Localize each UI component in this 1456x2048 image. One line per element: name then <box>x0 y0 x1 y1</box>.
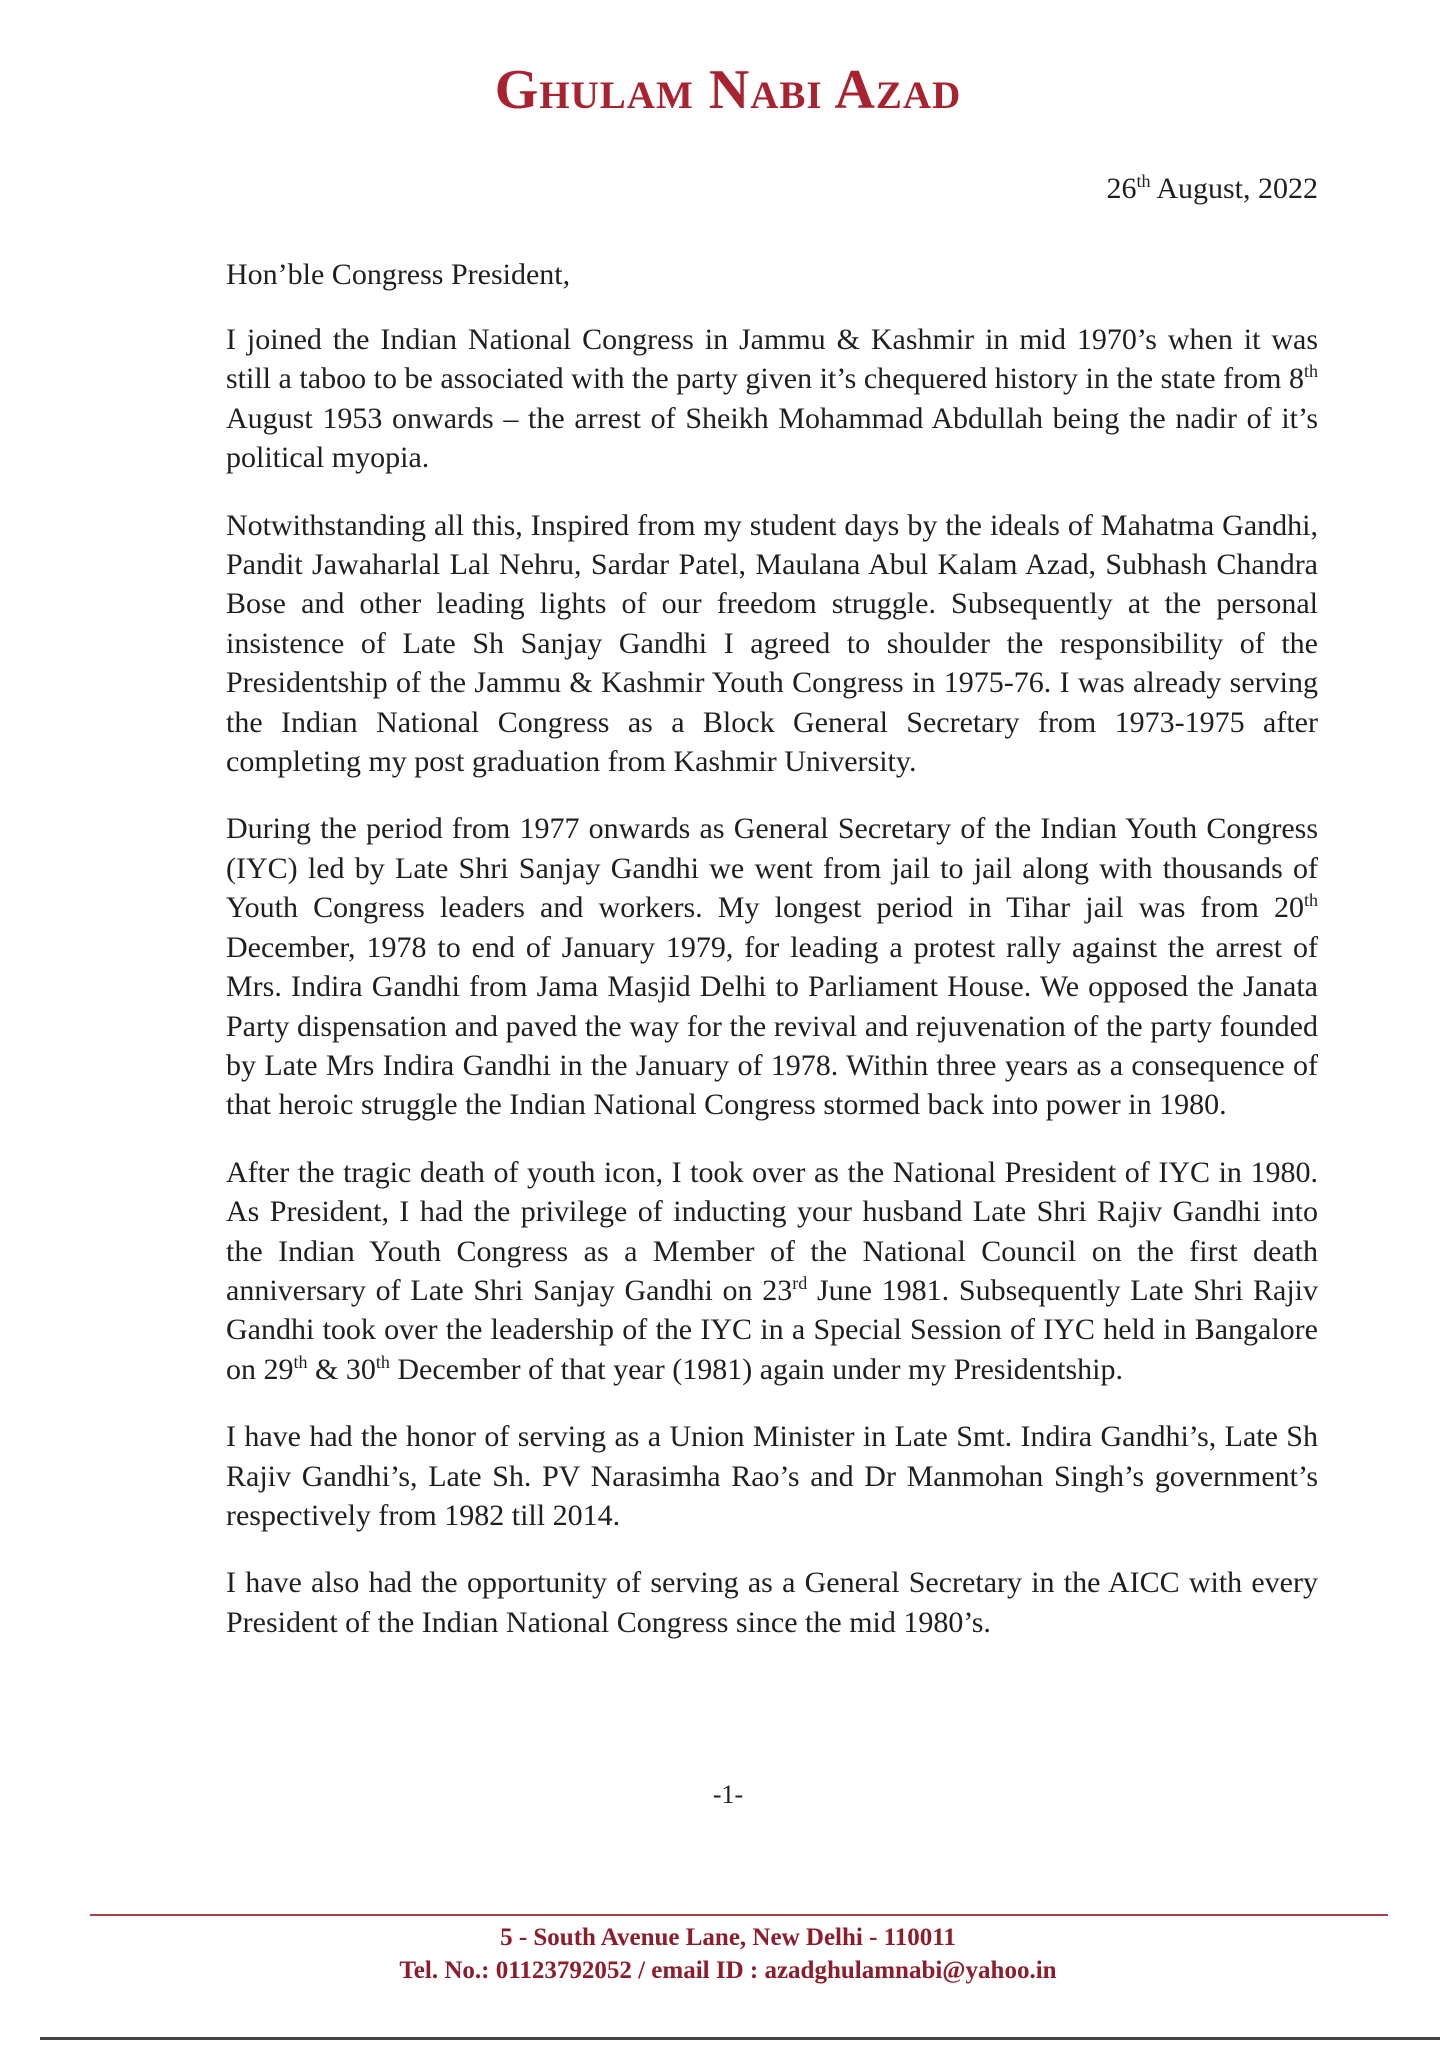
paragraph-3-text-b: December, 1978 to end of January 1979, for leading a protest rally against the arrest of Mrs. Indira Gandhi from Jama Masjid Delhi to Parliament House. We opposed the Janata Party dispensation and paved the way for the revival and rejuvenation of the party founded by Late Mrs Indira Gandhi in the January of 1978. Within three years as a consequence of that heroic struggle the Indian National Congress stormed back into power in 1980. <box>226 930 1318 1122</box>
page-bottom-edge <box>40 2037 1440 2040</box>
page-number: -1- <box>712 1780 744 1809</box>
paragraph-1 <box>226 320 1318 478</box>
footer-contact: Tel. No.: 01123792052 / email ID : azadghulamnabi@yahoo.in <box>399 1957 1057 1984</box>
letter-body <box>226 258 1318 1670</box>
paragraph-4-text-c: & 30 <box>307 1352 376 1386</box>
letter-date <box>1106 172 1318 206</box>
paragraph-4-text-b: June 1981. Subsequently Late Shri Rajiv Gandhi took over the leadership of the IYC in a Special Session of IYC held in Bangalore on 29 <box>226 1273 1318 1386</box>
footer-address: 5 - South Avenue Lane, New Delhi - 110011 <box>500 1924 956 1951</box>
paragraph-5: I have had the honor of serving as a Union Minister in Late Smt. Indira Gandhi’s, Late Sh Rajiv Gandhi’s, Late Sh. PV Narasimha Rao’s and Dr Manmohan Singh’s government’s respectively from 1982 till 2014. <box>226 1420 1318 1532</box>
ordinal-suffix: th <box>375 1351 390 1372</box>
salutation: Hon’ble Congress President, <box>226 258 571 291</box>
footer-divider <box>90 1914 1388 1916</box>
ordinal-suffix: th <box>1303 361 1318 382</box>
ordinal-suffix: rd <box>792 1272 808 1293</box>
paragraph-4-text-a: After the tragic death of youth icon, I took over as the National President of IYC in 1980. As President, I had the privilege of inducting your husband Late Shri Rajiv Gandhi into the Indian Youth Congress as a Member of the National Council on the first death anniversary of Late Shri Sanjay Gandhi on 23 <box>226 1155 1318 1307</box>
date-suffix: th <box>1136 171 1151 191</box>
paragraph-4-text-d: December of that year (1981) again under my Presidentship. <box>389 1352 1123 1386</box>
paragraph-1-text-b: August 1953 onwards – the arrest of Sheikh Mohammad Abdullah being the nadir of it’s political myopia. <box>226 401 1318 475</box>
paragraph-3-text-a: During the period from 1977 onwards as General Secretary of the Indian Youth Congress (IYC) led by Late Shri Sanjay Gandhi we went from jail to jail along with thousands of Youth Congress leaders and workers. My longest period in Tihar jail was from 20 <box>226 812 1318 925</box>
ordinal-suffix: th <box>293 1351 308 1372</box>
paragraph-3 <box>226 809 1318 1124</box>
paragraph-6: I have also had the opportunity of serving as a General Secretary in the AICC with every President of the Indian National Congress since the mid 1980’s. <box>226 1566 1318 1639</box>
date-rest: August, 2022 <box>1150 172 1318 205</box>
paragraph-2: Notwithstanding all this, Inspired from my student days by the ideals of Mahatma Gandhi, Pandit Jawaharlal Lal Nehru, Sardar Patel, Maulana Abul Kalam Azad, Subhash Chandra Bose and other leading lights of our freedom struggle. Subsequently at the personal insistence of Late Sh Sanjay Gandhi I agreed to shoulder the responsibility of the Presidentship of the Jammu & Kashmir Youth Congress in 1975-76. I was already serving the Indian National Congress as a Block General Secretary from 1973-1975 after completing my post graduation from Kashmir University. <box>226 508 1318 779</box>
paragraph-4 <box>226 1153 1318 1389</box>
date-day: 26 <box>1106 172 1137 205</box>
paragraph-1-text-a: I joined the Indian National Congress in Jammu & Kashmir in mid 1970’s when it was still a taboo to be associated with the party given it’s chequered history in the state from 8 <box>226 323 1318 396</box>
letterhead-name: Ghulam Nabi Azad <box>494 59 962 121</box>
ordinal-suffix: th <box>1303 890 1318 911</box>
footer <box>0 1921 1456 1987</box>
